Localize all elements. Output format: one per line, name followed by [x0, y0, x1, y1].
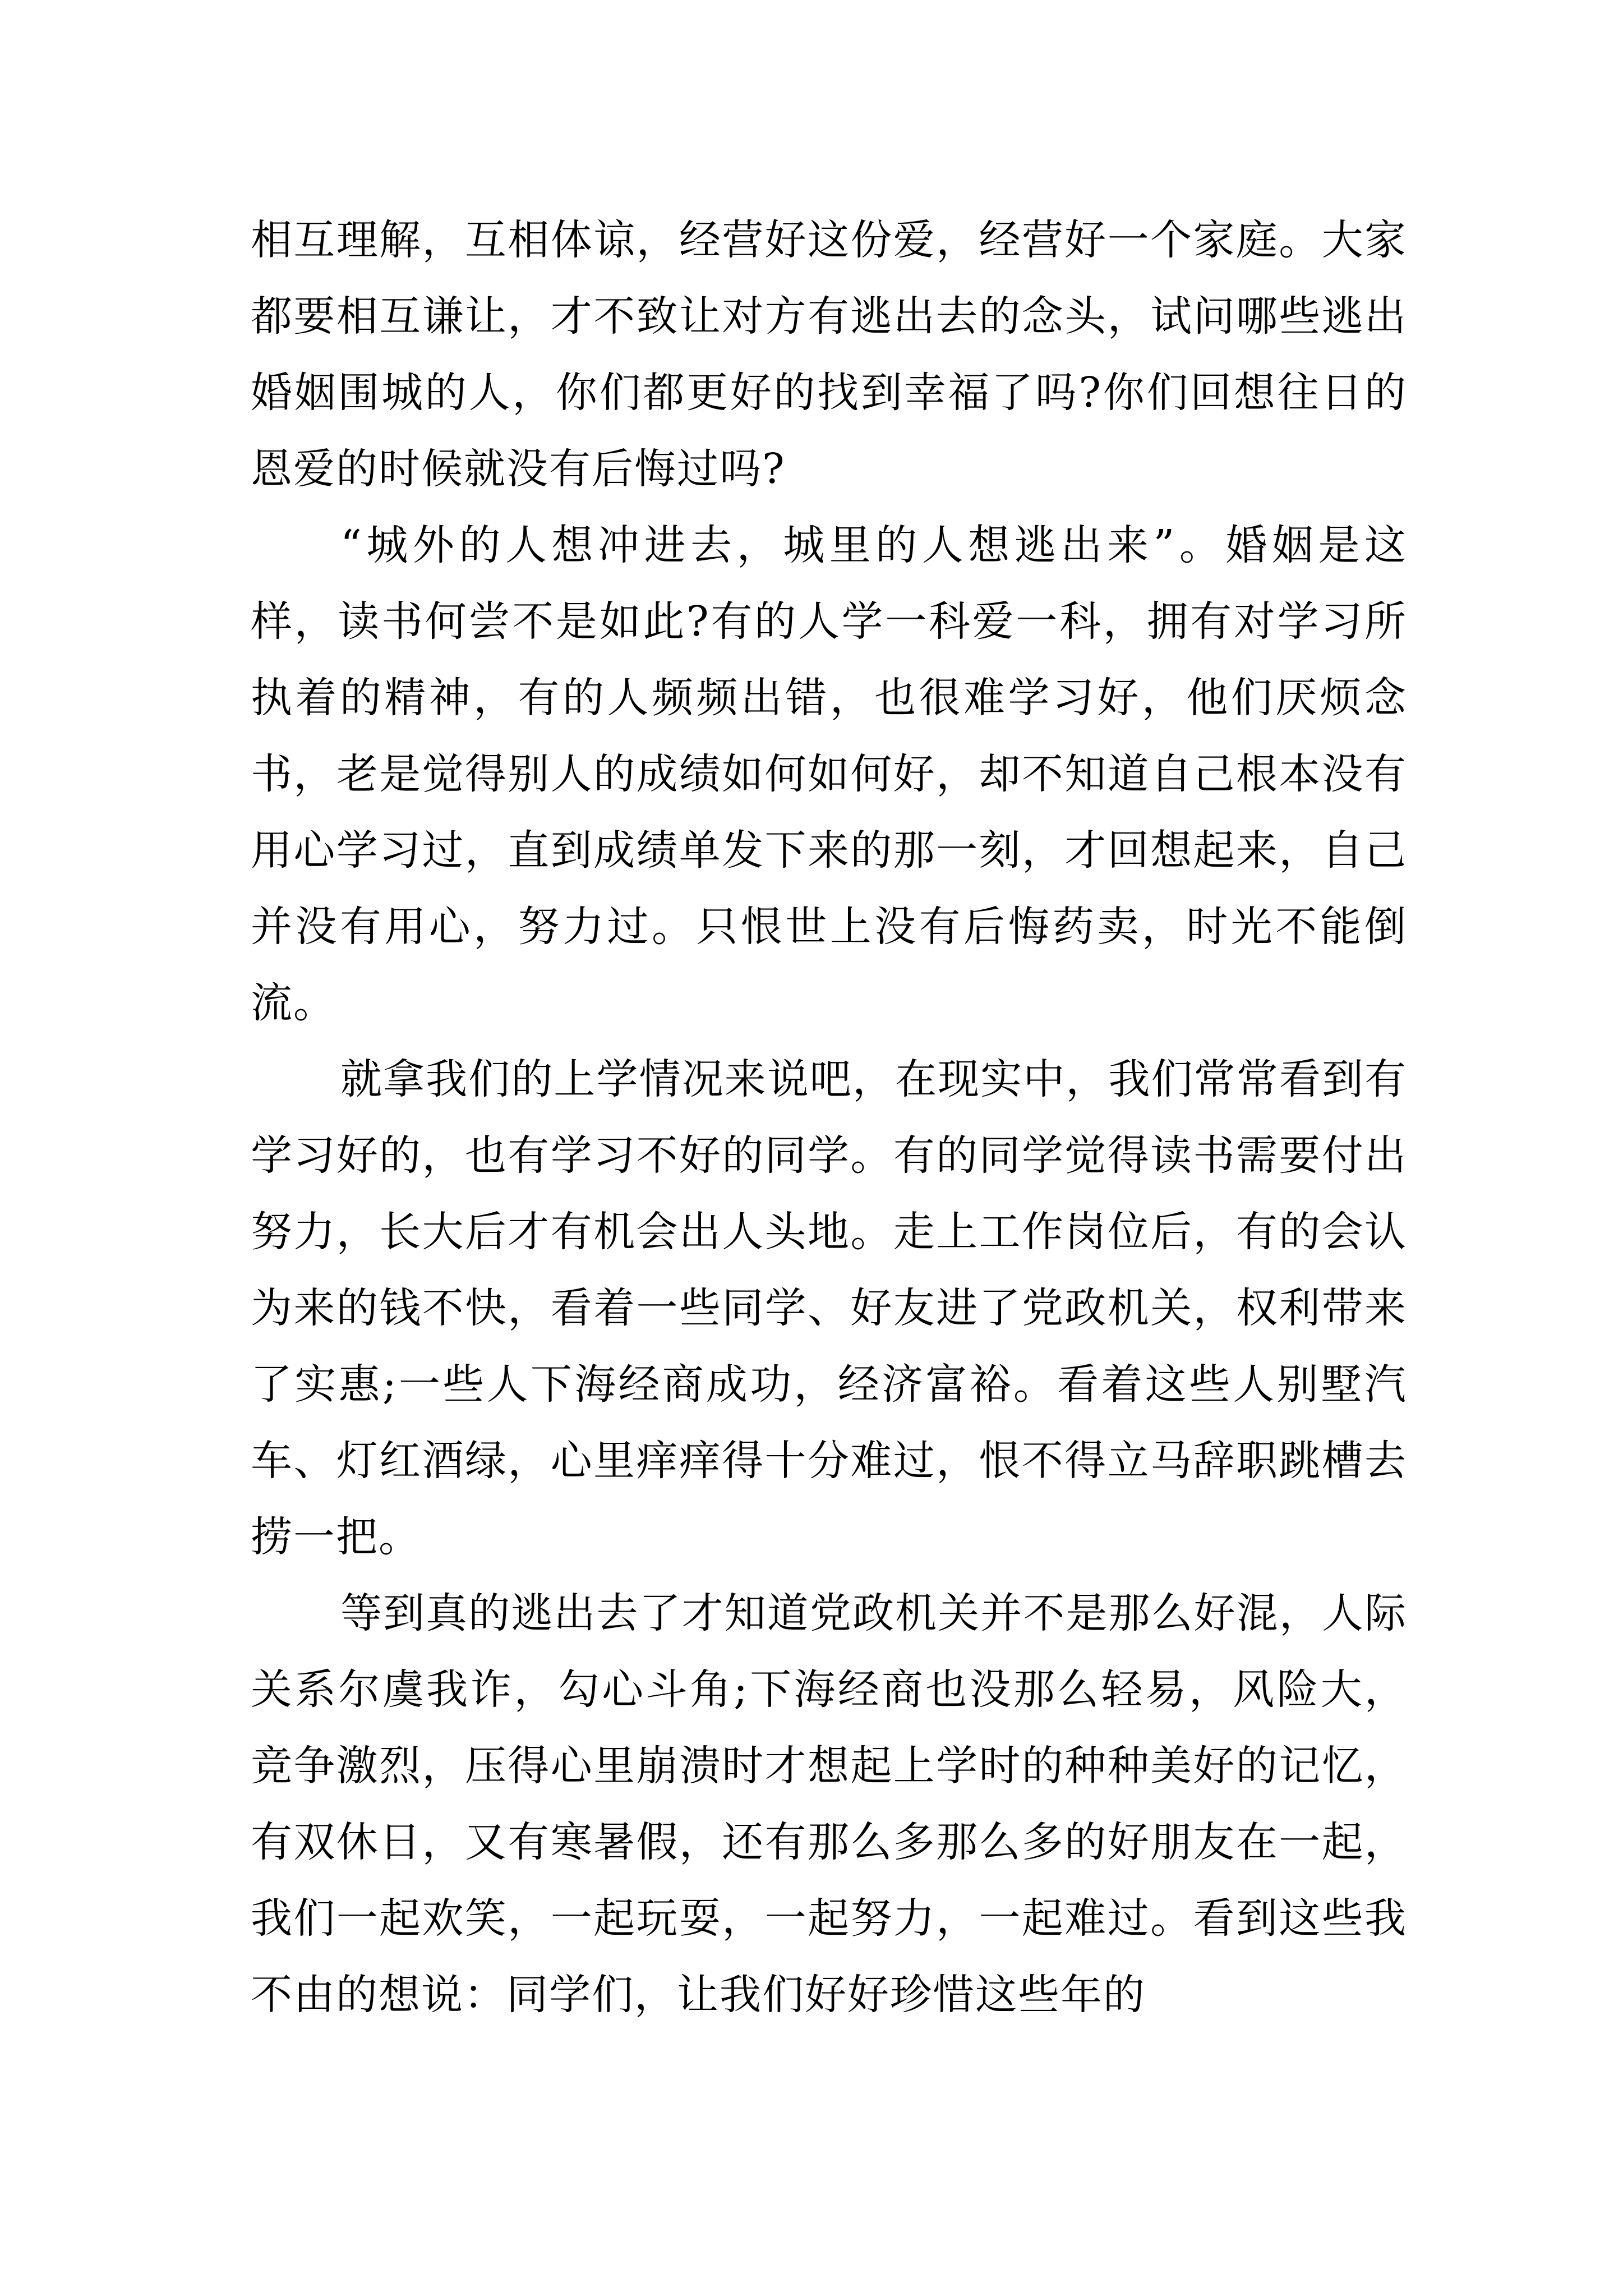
paragraph-1: 相互理解，互相体谅，经营好这份爱，经营好一个家庭。大家都要相互谦让，才不致让对方有逃出去的念头，试问哪些逃出婚姻围城的人，你们都更好的找到幸福了吗?你们回想往日的恩爱的时候就没有后悔过吗?	[251, 216, 1407, 493]
paragraph-2: “城外的人想冲进去，城里的人想逃出来”。婚姻是这样，读书何尝不是如此?有的人学一科爱一科，拥有对学习所执着的精神，有的人频频出错，也很难学习好，他们厌烦念书，老是觉得别人的成绩如何如何好，却不知道自己根本没有用心学习过，直到成绩单发下来的那一刻，才回想起来，自己并没有用心，努力过。只恨世上没有后悔药卖，时光不能倒流。	[251, 521, 1407, 1027]
document-body	[251, 202, 1407, 2033]
paragraph-4: 等到真的逃出去了才知道党政机关并不是那么好混，人际关系尔虞我诈，勾心斗角;下海经商也没那么轻易，风险大，竞争激烈，压得心里崩溃时才想起上学时的种种美好的记忆，有双休日，又有寒暑假，还有那么多那么多的好朋友在一起，我们一起欢笑，一起玩耍，一起努力，一起难过。看到这些我不由的想说：同学们，让我们好好珍惜这些年的	[251, 1589, 1407, 2019]
paragraph-3: 就拿我们的上学情况来说吧，在现实中，我们常常看到有学习好的，也有学习不好的同学。有的同学觉得读书需要付出努力，长大后才有机会出人头地。走上工作岗位后，有的会认为来的钱不快，看着一些同学、好友进了党政机关，权利带来了实惠;一些人下海经商成功，经济富裕。看着这些人别墅汽车、灯红酒绿，心里痒痒得十分难过，恨不得立马辞职跳槽去捞一把。	[251, 1055, 1407, 1561]
